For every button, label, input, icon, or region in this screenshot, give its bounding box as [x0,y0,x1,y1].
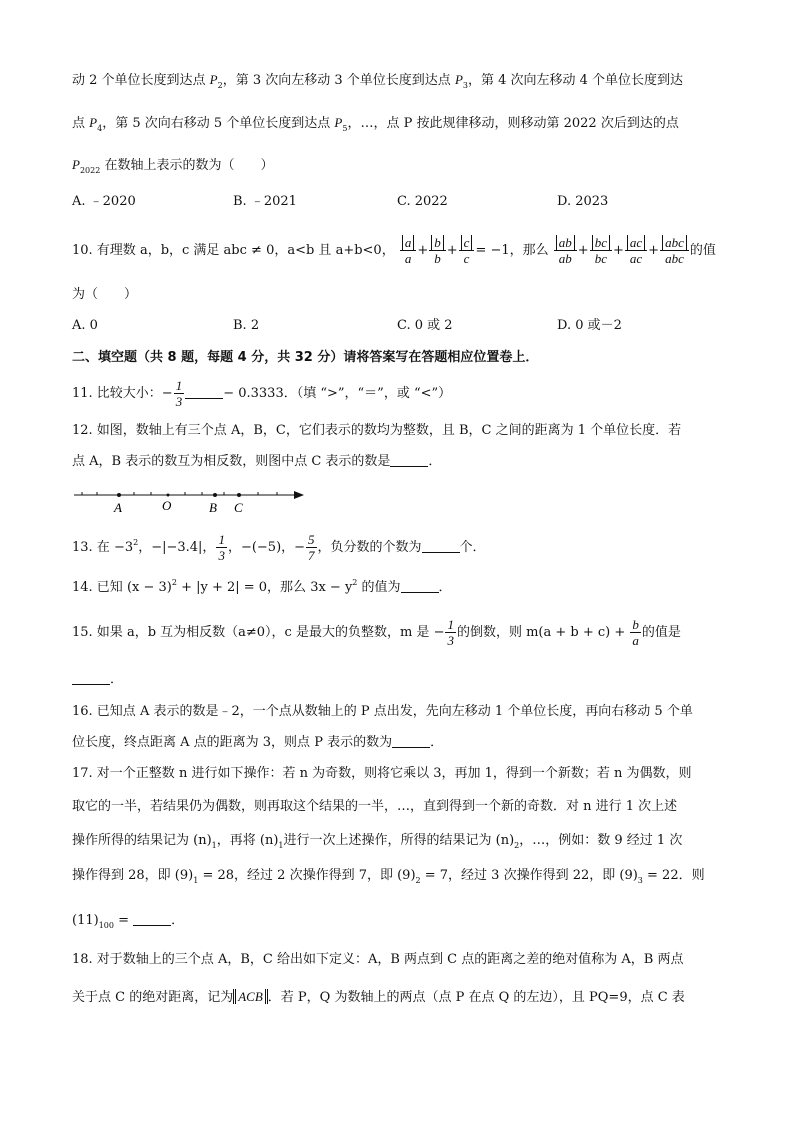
answer-blank [133,913,171,926]
frac-abs-b-over-b: $\frac{b}{b}$ [429,235,446,266]
q10-option-c: C. 0 或 2 [397,318,453,333]
q15-line-1: 15. 如果 a，b 互为相反数（a≠0），c 是最大的负整数，m 是 − $\frac{1}{3}$ 的倒数，则 m(a + b + c) + $\frac{b}{a}$ 的值是 [72,617,681,648]
answer-blank [390,454,428,467]
frac-abs-abc: $\frac{\text{abc}}{\text{abc}}$ [660,235,689,266]
absolute-distance-notation: ACB [233,989,268,1004]
q10-option-d: D. 0 或－2 [557,318,622,333]
point-a [117,493,121,497]
q12-line-2: 点 A，B 表示的数互为相反数，则图中点 C 表示的数是 ． [72,454,442,469]
q15-line-2: ． [72,670,123,690]
answer-blank [422,540,460,553]
q9-option-c: C. 2022 [397,194,448,209]
section-heading: 二、填空题（共 8 题，每题 4 分，共 32 分）请将答案写在答题相应位置卷上． [72,350,539,365]
q16-line-1: 16. 已知点 A 表示的数是﹣2，一个点从数轴上的 P 点出发，先向左移动 1 个单位长度，再向右移动 5 个单 [72,704,693,719]
answer-blank [392,735,430,748]
q17-line-1: 17. 对一个正整数 n 进行如下操作：若 n 为奇数，则将它乘以 3，再加 1，得到一个新数；若 n 为偶数，则 [72,766,692,781]
q10-line-2: 为（ ） [72,287,138,302]
q9-option-d: D. 2023 [557,194,609,209]
point-o [167,494,170,497]
frac-b-over-a: $\frac{b}{a}$ [632,617,639,648]
q9-line-1: 动 2 个单位长度到达点 $P_2$，第 3 次向左移动 3 个单位长度到达点 $P_3$，第 4 次向左移动 4 个单位长度到达 [72,72,684,90]
q9-line-3: $P_{2022}$ 在数轴上表示的数为（ ） [72,157,274,175]
frac-abs-a-over-a: $\frac{a}{a}$ [400,235,417,266]
q11: 11. 比较大小：− $\frac{1}{3}$ − 0.3333．（填 “>”，“＝”，或 “<”） [72,378,452,409]
q9-option-b: B. ﹣2021 [233,194,297,209]
axis-arrow [294,491,304,499]
number-line-figure [72,486,312,516]
label-a: A [114,500,122,515]
q13: 13. 在 $-3^2$，−|−3.4|， $\frac{1}{3}$ ，−(−5)，− $\frac{5}{7}$ ，负分数的个数为 个． [72,532,486,563]
frac-five-sevenths: $\frac{5}{7}$ [308,532,315,563]
point-c [237,493,241,497]
q10-option-b: B. 2 [233,318,260,333]
q10-line-1: 10. 有理数 a，b，c 满足 abc ≠ 0，a<b 且 a+b<0， $\frac{a}{a}$ + $\frac{b}{b}$ + $\frac{c}{c}$ = −1，那么 $\frac{ab}{ab}$ + $\frac{bc}{bc}$ + $\frac{ac}{ac}$ + $\frac{\text{abc}}{\text{abc}}$ 的值 [72,235,716,266]
frac-one-third: $\frac{1}{3}$ [218,532,225,563]
q9-line-2: 点 $P_4$，第 5 次向右移动 5 个单位长度到达点 $P_5$，…，点 P 按此规律移动，则移动第 2022 次后到达的点 [72,115,679,133]
frac-abs-c-over-c: $\frac{c}{c}$ [459,235,475,266]
frac-one-third: $\frac{1}{3}$ [447,617,454,648]
label-c: C [234,500,243,515]
q17-line-5: $(11)_{100}$ = ． [72,913,185,930]
q10-option-a: A. 0 [72,318,98,333]
q17-line-2: 取它的一半，若结果仍为偶数，则再取这个结果的一半，…，直到得到一个新的奇数．对 n 进行 1 次上述 [72,799,678,814]
q14: 14. 已知 $(x - 3)^2 + |y + 2| = 0$，那么 $3x - y^2$ 的值为 ． [72,578,452,595]
q12-line-1: 12. 如图，数轴上有三个点 A，B，C，它们表示的数均为整数，且 B，C 之间的距离为 1 个单位长度．若 [72,423,682,438]
frac-one-third: $\frac{1}{3}$ [175,378,183,409]
q9-option-a: A. ﹣2020 [72,194,136,209]
q16-line-2: 位长度，终点距离 A 点的距离为 3，则点 P 表示的数为 ． [72,735,444,750]
answer-blank [401,580,439,593]
q17-line-3: 操作所得的结果记为 $(n)_1$，再将 $(n)_1$进行一次上述操作，所得的结果记为 $(n)_2$，…，例如：数 9 经过 1 次 [72,833,683,850]
q18-line-2: 关于点 C 的绝对距离，记为 ACB ．若 P，Q 为数轴上的两点（点 P 在点 Q 的左边），且 PQ=9，点 C 表 [72,989,685,1005]
frac-abs-ac: $\frac{ac}{ac}$ [625,235,647,266]
label-o: O [162,498,172,513]
frac-abs-ab: $\frac{ab}{ab}$ [554,235,577,266]
frac-abs-bc: $\frac{bc}{bc}$ [590,235,612,266]
point-b [213,493,217,497]
answer-blank [185,386,223,399]
q18-line-1: 18. 对于数轴上的三个点 A，B，C 给出如下定义：A，B 两点到 C 点的距离之差的绝对值称为 A，B 两点 [72,952,684,967]
label-b: B [209,500,217,515]
answer-blank [72,672,110,685]
q17-line-4: 操作得到 28，即 $(9)_1 = 28$，经过 2 次操作得到 7，即 $(9)_2 = 7$，经过 3 次操作得到 22，即 $(9)_3 = 22$．则 [72,868,705,885]
